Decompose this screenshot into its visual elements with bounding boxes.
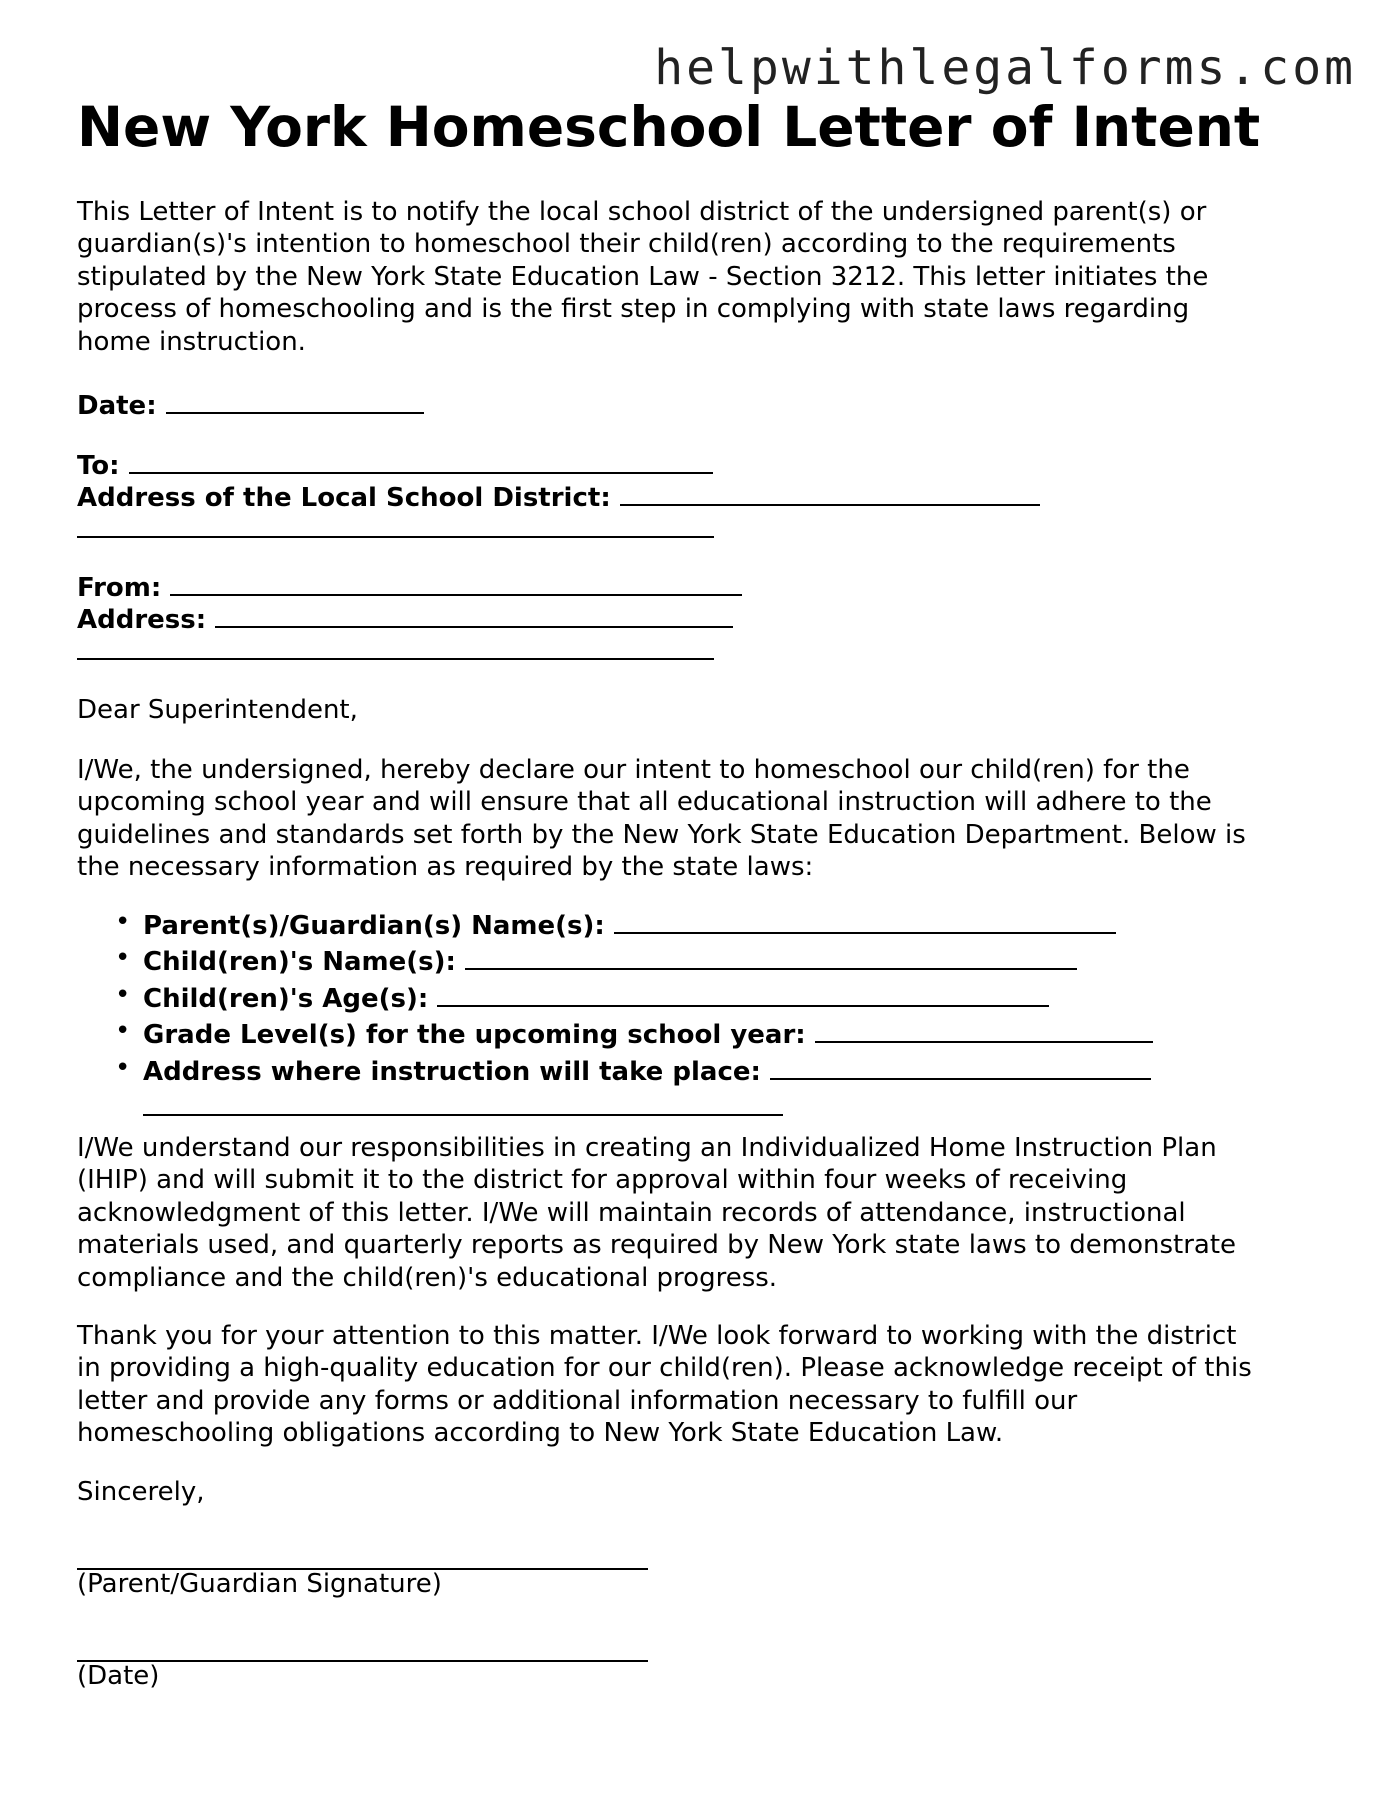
district-address-field	[77, 478, 1040, 514]
instruction-address-blank[interactable]	[770, 1052, 1151, 1080]
salutation: Dear Superintendent,	[77, 695, 358, 725]
requirement-label: Address where instruction will take place:	[143, 1056, 761, 1087]
list-item	[143, 1015, 1153, 1051]
address-field	[77, 600, 733, 636]
list-item-continuation	[143, 1088, 1153, 1116]
thanks-line: letter and provide any forms or additional information necessary to fulfill our	[77, 1385, 1078, 1416]
signature-line[interactable]	[77, 1542, 648, 1570]
child-ages-blank[interactable]	[437, 979, 1049, 1007]
thanks-line: in providing a high-quality education for our child(ren). Please acknowledge receipt of this	[77, 1353, 1252, 1384]
instruction-address-extra-line[interactable]	[143, 1088, 783, 1116]
from-field	[77, 568, 742, 604]
from-label: From:	[77, 573, 162, 603]
grade-level-blank[interactable]	[815, 1015, 1153, 1043]
list-item	[143, 979, 1153, 1015]
intro-line: process of homeschooling and is the first step in complying with state laws regarding	[77, 294, 1190, 325]
signature-caption: (Parent/Guardian Signature)	[77, 1569, 442, 1599]
date-field	[77, 386, 424, 422]
intro-line: guardian(s)'s intention to homeschool their child(ren) according to the requirements	[77, 229, 1176, 260]
thanks-line: homeschooling obligations according to New York State Education Law.	[77, 1418, 1004, 1449]
page-title: New York Homeschool Letter of Intent	[77, 95, 1261, 159]
parent-names-blank[interactable]	[614, 906, 1116, 934]
requirement-label: Child(ren)'s Name(s):	[143, 947, 456, 978]
to-field	[77, 446, 713, 482]
list-item	[143, 906, 1153, 942]
date-caption: (Date)	[77, 1661, 160, 1691]
address-blank-2[interactable]	[77, 632, 714, 660]
child-names-blank[interactable]	[465, 942, 1077, 970]
district-address-blank-2[interactable]	[77, 510, 714, 538]
closing: Sincerely,	[77, 1477, 205, 1507]
declaration-line: I/We, the undersigned, hereby declare our intent to homeschool our child(ren) for the	[77, 755, 1190, 785]
requirements-list	[77, 906, 1153, 1116]
responsibility-line: I/We understand our responsibilities in creating an Individualized Home Instruction Plan	[77, 1133, 1217, 1163]
declaration-line: the necessary information as required by the state laws:	[77, 852, 814, 883]
responsibility-line: materials used, and quarterly reports as required by New York state laws to demonstrate	[77, 1230, 1237, 1261]
to-label: To:	[77, 451, 120, 481]
declaration-line: upcoming school year and will ensure that all educational instruction will adhere to the	[77, 787, 1212, 818]
signature-date-line[interactable]	[77, 1634, 648, 1662]
intro-paragraph	[77, 196, 1208, 358]
responsibility-paragraph	[77, 1132, 1236, 1294]
address-label: Address:	[77, 605, 207, 635]
thanks-line: Thank you for your attention to this matter. I/We look forward to working with the district	[77, 1321, 1237, 1351]
requirement-label: Parent(s)/Guardian(s) Name(s):	[143, 911, 605, 941]
list-item	[143, 942, 1153, 978]
declaration-line: guidelines and standards set forth by the New York State Education Department. Below is	[77, 819, 1246, 850]
responsibility-line: (IHIP) and will submit it to the district for approval within four weeks of receiving	[77, 1165, 1128, 1196]
requirement-label: Grade Level(s) for the upcoming school year:	[143, 1020, 806, 1051]
intro-line: home instruction.	[77, 326, 306, 357]
thanks-paragraph	[77, 1320, 1252, 1450]
district-address-extra-line[interactable]	[77, 510, 714, 538]
date-blank[interactable]	[166, 386, 424, 414]
responsibility-line: compliance and the child(ren)'s educational progress.	[77, 1262, 778, 1293]
site-watermark: helpwithlegalforms.com	[654, 40, 1356, 96]
to-blank[interactable]	[129, 446, 713, 474]
list-item	[143, 1052, 1153, 1088]
from-blank[interactable]	[170, 568, 742, 596]
intro-line: This Letter of Intent is to notify the local school district of the undersigned parent(s) or	[77, 197, 1207, 227]
address-blank[interactable]	[215, 600, 733, 628]
responsibility-line: acknowledgment of this letter. I/We will maintain records of attendance, instructional	[77, 1197, 1186, 1228]
requirement-label: Child(ren)'s Age(s):	[143, 983, 429, 1014]
district-address-label: Address of the Local School District:	[77, 483, 611, 513]
declaration-paragraph	[77, 754, 1246, 884]
address-extra-line[interactable]	[77, 632, 714, 660]
date-label: Date:	[77, 391, 157, 421]
district-address-blank[interactable]	[620, 478, 1040, 506]
intro-line: stipulated by the New York State Education Law - Section 3212. This letter initiates the	[77, 261, 1209, 292]
